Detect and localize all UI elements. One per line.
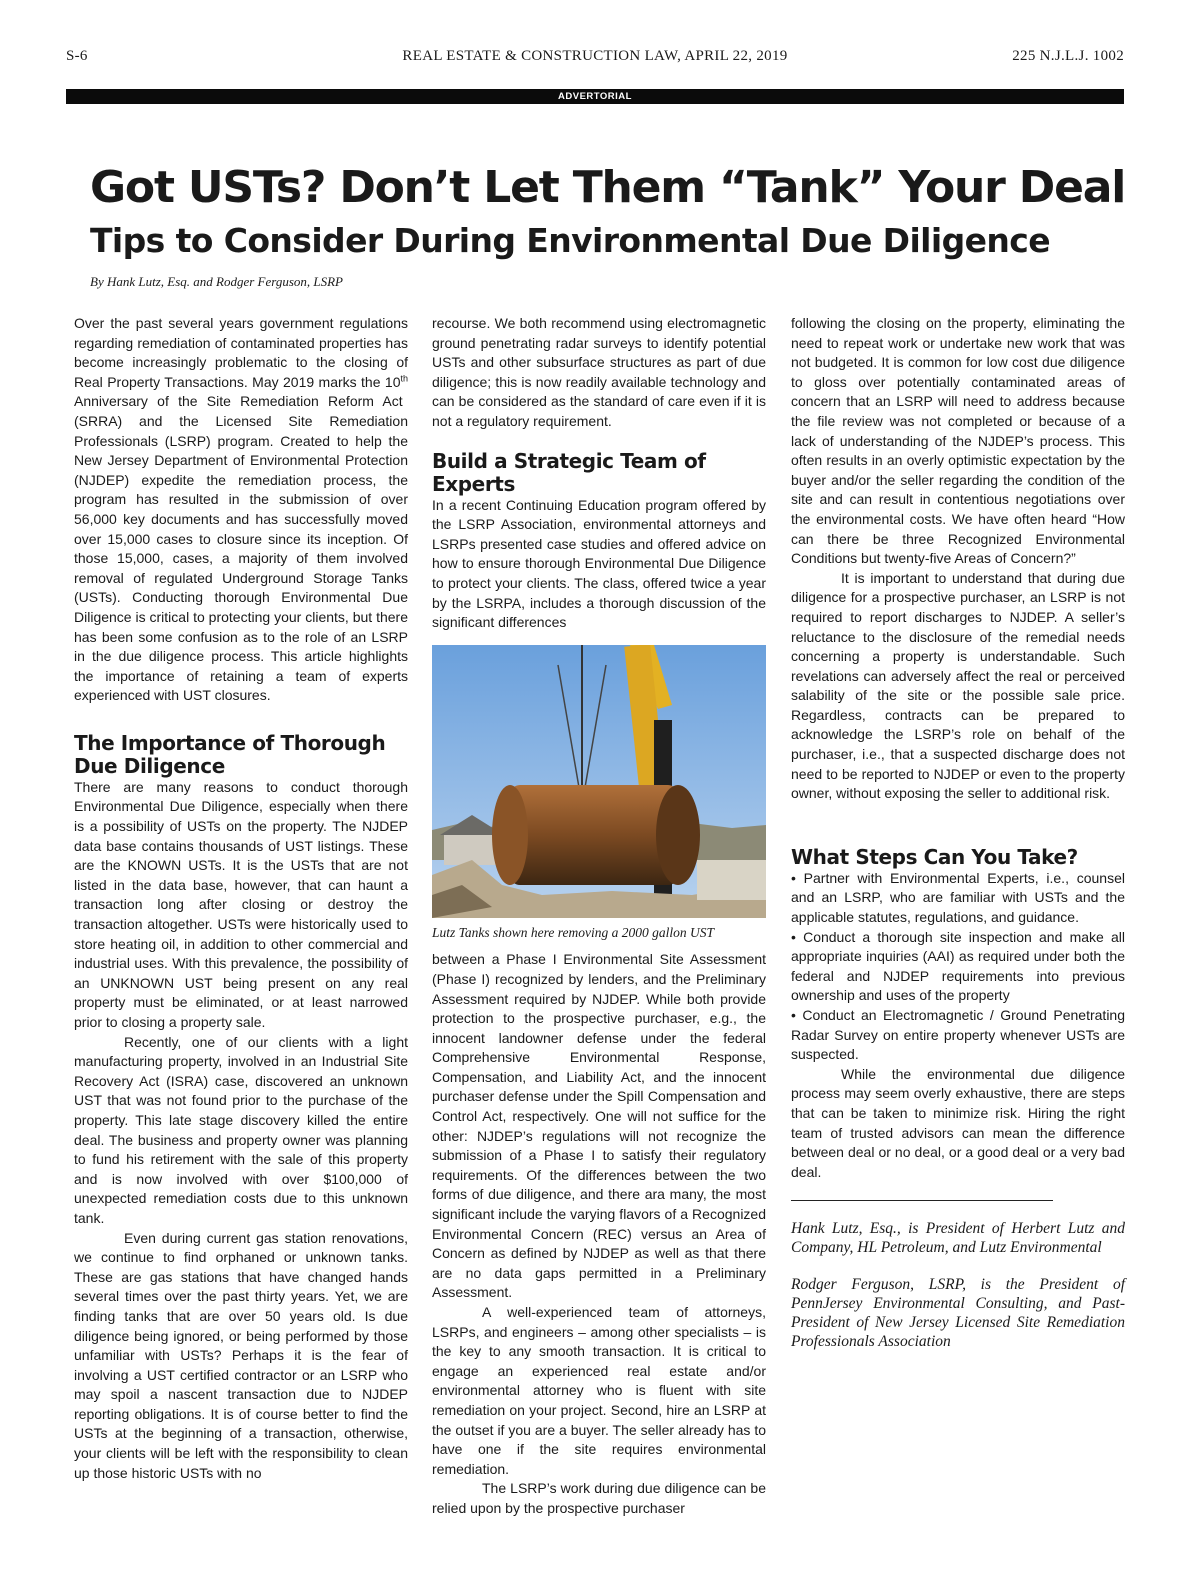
- paragraph: It is important to understand that during due diligence for a prospective purchaser, an LSRP is not required to report discharges to NJDEP. A seller’s reluctance to the disclosure of the remedial needs concerning a property is understandable. Such revelations can adversely affect the real or perceived salability of the site or the possible sale price. Regardless, contracts can be prepared to acknowledge the LSRP’s role on behalf of the purchaser, i.e., that a suspected discharge does not need to be reported to NJDEP or even to the property owner, without exposing the seller to additional risk.: [791, 569, 1125, 802]
- paragraph: There are many reasons to conduct thorough Environmental Due Diligence, especially when there is a possibility of USTs on the property. The NJDEP data base contains thousands of UST listings. These are the KNOWN USTs. It is the USTs that are not listed in the data base, however, that can haunt a transaction long after closing or destroy the transaction altogether. USTs were historically used to store heating oil, in addition to other commercial and industrial uses. With this prevalence, the possibility of an UNKNOWN UST being present on any real property must be eliminated, or at least narrowed prior to closing a property sale.: [74, 778, 408, 1030]
- citation: 225 N.J.L.J. 1002: [1012, 48, 1124, 64]
- running-header: [66, 48, 1124, 70]
- paragraph: following the closing on the property, eliminating the need to repeat work or undertake new work that was not budgeted. It is common for low cost due diligence to gloss over potentially contaminated areas of concern that an LSRP will need to address because the file review was not completed or because of a lack of understanding of the NJDEP’s process. This often results in an overly optimistic expectation by the buyer and/or the seller regarding the condition of the site and can result in contentious negotiations over the environmental costs. We have often heard “How can there be three Recognized Environmental Conditions but twenty-five Areas of Concern?”: [791, 315, 1125, 567]
- author-bio-lutz: Hank Lutz, Esq., is President of Herbert Lutz and Company, HL Petroleum, and Lutz Environmental: [791, 1220, 1125, 1257]
- bullet-item: • Conduct an Electromagnetic / Ground Penetrating Radar Survey on entire property whenever USTs are suspected.: [791, 1007, 1125, 1063]
- bullet-item: • Partner with Environmental Experts, i.e., counsel and an LSRP, who are familiar with USTs and the applicable statutes, regulations, and guidance.: [791, 869, 1125, 926]
- column-2: [432, 314, 766, 1519]
- paragraph: In a recent Continuing Education program offered by the LSRP Association, environmental attorneys and LSRPs presented case studies and offered advice on how to ensure thorough Environmental Due Diligence to protect your clients. The class, offered twice a year by the LSRPA, includes a thorough discussion of the significant differences: [432, 496, 766, 631]
- column-3: [791, 314, 1125, 1351]
- section-heading-steps: What Steps Can You Take?: [791, 844, 1078, 869]
- paragraph: The LSRP’s work during due diligence can be relied upon by the prospective purchaser: [432, 1480, 766, 1516]
- bullet-item: • Conduct a thorough site inspection and make all appropriate inquiries (AAI) as required under both the federal and NJDEP requirements into previous ownership and uses of the property: [791, 928, 1125, 1004]
- paragraph: Recently, one of our clients with a light manufacturing property, involved in an Industrial Site Recovery Act (ISRA) case, discovered an unknown UST that was not found prior to the purchase of the property. This late stage discovery killed the entire deal. The business and property owner was planning to fund his retirement with the sale of this property and is now involved with over $100,000 of unexpected remediation costs due to this unknown tank.: [74, 1033, 408, 1226]
- advertorial-banner: ADVERTORIAL: [66, 89, 1124, 104]
- section-heading-team: Build a Strategic Team of Experts: [432, 448, 706, 496]
- paragraph: Even during current gas station renovations, we continue to find orphaned or unknown tanks. These are gas stations that have changed hands several times over the past thirty years. Yet, we are finding tanks that are over 50 years old. Is due diligence being ignored, or being performed by those unfamiliar with USTs? Perhaps it is the fear of involving a UST certified contractor or an LSRP who may spoil a nascent transaction due to NJDEP reporting obligations. It is of course better to find the USTs at the beginning of a transaction, otherwise, your clients will be left with the responsibility to clean up those historic USTs with no: [74, 1229, 408, 1481]
- section-heading-importance: The Importance of Thorough Due Diligence: [74, 730, 386, 778]
- page-number: S-6: [66, 48, 88, 64]
- paragraph: recourse. We both recommend using electromagnetic ground penetrating radar surveys to identify potential USTs and other subsurface structures as part of due diligence; this is now readily available technology and can be considered as the standard of care even if it is not a regulatory requirement.: [432, 315, 766, 429]
- crane-lifting-tank-image: [432, 645, 766, 918]
- paragraph: A well-experienced team of attorneys, LSRPs, and engineers – among other specialists – is the key to any smooth transaction. It is critical to engage an experienced real estate and/or environmental attorney who is fluent with site remediation on your project. Second, hire an LSRP at the outset if you are a buyer. The seller already has to have one if the site requires environmental remediation.: [432, 1304, 766, 1477]
- article-subtitle: Tips to Consider During Environmental Due Diligence: [90, 221, 1051, 260]
- byline: By Hank Lutz, Esq. and Rodger Ferguson, LSRP: [90, 274, 343, 289]
- ust-removal-photo: [432, 645, 766, 918]
- column-1: [74, 314, 408, 1483]
- intro-paragraph: Over the past several years government regulations regarding remediation of contaminated properties has become increasingly problematic to the closing of Real Property Transactions. May 2019 marks the 10th Anniversary of the Site Remediation Reform Act (SRRA) and the Licensed Site Remediation Professionals (LSRP) program. Created to help the New Jersey Department of Environmental Protection (NJDEP) expedite the remediation process, the program has resulted in the submission of over 56,000 key documents and has successfully moved over 15,000 cases to closure since its inception. Of those 15,000, cases, a majority of them involved removal of regulated Underground Storage Tanks (USTs). Conducting thorough Environmental Due Diligence is critical to protecting your clients, but there has been some confusion as to the role of an LSRP in the due diligence process. This article highlights the importance of retaining a team of experts experienced with UST closures.: [74, 315, 408, 704]
- article-title: Got USTs? Don’t Let Them “Tank” Your Deal: [90, 162, 1126, 213]
- photo-caption: Lutz Tanks shown here removing a 2000 gallon UST: [432, 924, 715, 940]
- author-bio-ferguson: Rodger Ferguson, LSRP, is the President of PennJersey Environmental Consulting, and Past-President of New Jersey Licensed Site Remediation Professionals Association: [791, 1276, 1125, 1351]
- paragraph: between a Phase I Environmental Site Assessment (Phase I) recognized by lenders, and the Preliminary Assessment required by NJDEP. While both provide protection to the prospective purchaser, e.g., the innocent landowner defense under the federal Comprehensive Environmental Response, Compensation, and Liability Act, and the innocent purchaser defense under the Spill Compensation and Control Act, respectively. One will not suffice for the other: NJDEP’s regulations will not recognize the submission of a Phase I to satisfy their regulatory requirements. Of the differences between the two forms of due diligence, and there ara many, the most significant include the varying flavors of a Recognized Environmental Concern (REC) versus an Area of Concern as defined by NJDEP as well as that there are no data gaps permitted in a Preliminary Assessment.: [432, 951, 766, 1301]
- publication-line: REAL ESTATE & CONSTRUCTION LAW, APRIL 22, 2019: [402, 48, 788, 64]
- divider: [791, 1200, 1053, 1201]
- paragraph: While the environmental due diligence process may seem overly exhaustive, there are steps that can be taken to minimize risk. Hiring the right team of trusted advisors can mean the difference between deal or no deal, or a good deal or a very bad deal.: [791, 1065, 1125, 1180]
